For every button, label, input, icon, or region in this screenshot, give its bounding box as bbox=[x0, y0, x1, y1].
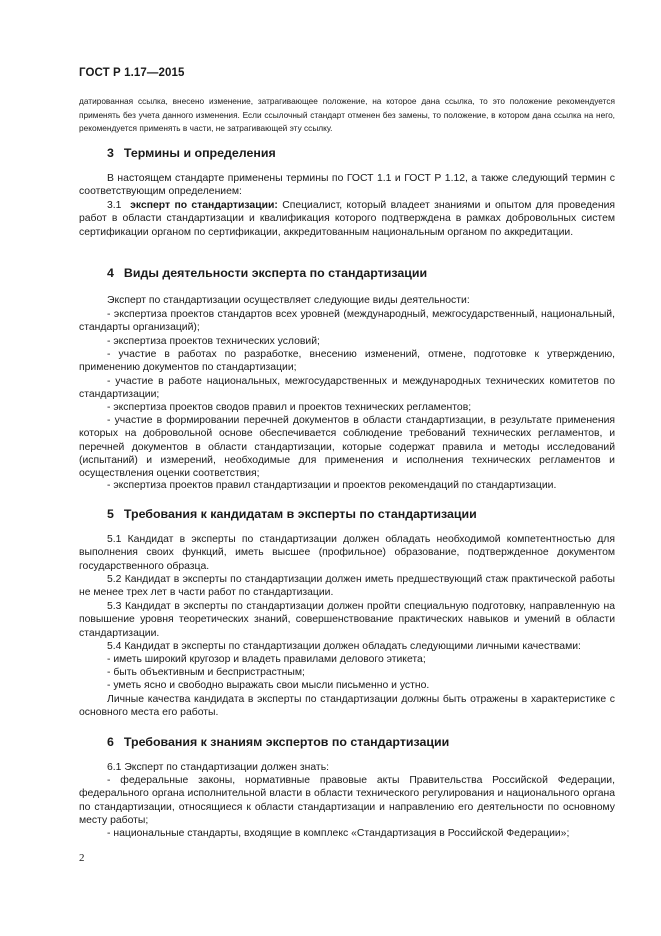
section-4-title: Виды деятельности эксперта по стандартизации bbox=[123, 266, 428, 280]
list-item: - уметь ясно и свободно выражать свои мысли письменно и устно. bbox=[107, 680, 430, 691]
list-item: - быть объективным и беспристрастным; bbox=[107, 667, 305, 678]
list-item: - участие в работе национальных, межгосударственных и международных технических комитетов по стандартизации; bbox=[79, 376, 615, 401]
section-6-number: 6 bbox=[107, 735, 114, 749]
clause-6-1: 6.1 Эксперт по стандартизации должен знать: bbox=[107, 762, 329, 773]
list-item: - экспертиза проектов правил стандартизации и проектов рекомендаций по стандартизации. bbox=[107, 480, 557, 491]
section-3-number: 3 bbox=[107, 146, 114, 160]
clause-5-1: 5.1 Кандидат в эксперты по стандартизации должен обладать необходимой компетентностью для выполнения своих функций, иметь высшее (профильное) образование, подтвержденное документом государственного образца. bbox=[79, 534, 615, 572]
page-number: 2 bbox=[79, 852, 85, 864]
section-5-closing: Личные качества кандидата в эксперты по стандартизации должны быть отражены в характеристике с основного места его работы. bbox=[79, 694, 615, 719]
term-name: эксперт по стандартизации: bbox=[130, 200, 278, 211]
term-number: 3.1 bbox=[107, 200, 122, 211]
clause-5-3: 5.3 Кандидат в эксперты по стандартизации должен пройти специальную подготовку, направленную на повышение уровня теоретических знаний, совершенствование практических навыков и умений в области стандартизации. bbox=[79, 601, 615, 639]
list-item: - экспертиза проектов стандартов всех уровней (международный, межгосударственный, национальный, стандарты организаций); bbox=[79, 309, 615, 334]
term-definition bbox=[79, 199, 615, 239]
section-6-heading bbox=[107, 735, 449, 749]
list-item: - экспертиза проектов сводов правил и проектов технических регламентов; bbox=[107, 402, 472, 413]
intro-paragraph: датированная ссылка, внесено изменение, затрагивающее положение, на которое дана ссылка, то это положение рекомендуется применять без учета данного изменения. Если ссылочный стандарт отменен без замены, то положение, в котором дана ссылка на него, рекомендуется применять в части, не затрагивающей эту ссылку. bbox=[79, 96, 615, 134]
section-5-number: 5 bbox=[107, 507, 114, 521]
section-3-heading bbox=[107, 146, 276, 160]
section-3-title: Термины и определения bbox=[123, 146, 276, 160]
section-4-intro: Эксперт по стандартизации осуществляет следующие виды деятельности: bbox=[107, 295, 470, 306]
list-item: - иметь широкий кругозор и владеть правилами делового этикета; bbox=[107, 654, 426, 665]
clause-5-2: 5.2 Кандидат в эксперты по стандартизации должен иметь предшествующий стаж практической работы не менее трех лет в части работ по стандартизации. bbox=[79, 574, 615, 599]
section-6-title: Требования к знаниям экспертов по стандартизации bbox=[123, 735, 450, 749]
section-4-heading bbox=[107, 266, 427, 280]
document-header: ГОСТ Р 1.17—2015 bbox=[79, 67, 185, 79]
list-item: - участие в формировании перечней документов в области стандартизации, в результате применения которых на добровольной основе обеспечивается соблюдение требований технических регламентов, и перечней документов в области стандартизации, которые содержат правила и методы исследований (испытаний) и измерений, необходимые для применения и исполнения технических регламентов и осуществления оценки соответствия; bbox=[79, 415, 615, 480]
term-definition-text: Специалист, который владеет знаниями и опытом для проведения работ в области стандартизации и квалификация которого подтверждена в рамках добровольных систем сертификации органом по сертификации, аккредитованным национальным органом по аккредитации. bbox=[79, 200, 616, 238]
section-3-paragraph: В настоящем стандарте применены термины по ГОСТ 1.1 и ГОСТ Р 1.12, а также следующий термин с соответствующим определением: bbox=[79, 173, 615, 198]
section-4-number: 4 bbox=[107, 266, 114, 280]
list-item: - федеральные законы, нормативные правовые акты Правительства Российской Федерации, федерального органа исполнительной власти в области технического регулирования и национального органа по стандартизации, относящиеся к области стандартизации и направлению его деятельности по основному месту работы; bbox=[79, 775, 615, 826]
section-5-heading bbox=[107, 507, 477, 521]
section-5-title: Требования к кандидатам в эксперты по стандартизации bbox=[123, 507, 477, 521]
list-item: - экспертиза проектов технических условий; bbox=[107, 336, 320, 347]
list-item: - участие в работах по разработке, внесению изменений, отмене, подготовке к утверждению, применению документов по стандартизации; bbox=[79, 349, 615, 374]
list-item: - национальные стандарты, входящие в комплекс «Стандартизация в Российской Федерации»; bbox=[107, 828, 570, 839]
clause-5-4: 5.4 Кандидат в эксперты по стандартизации должен обладать следующими личными качествами: bbox=[107, 641, 581, 652]
